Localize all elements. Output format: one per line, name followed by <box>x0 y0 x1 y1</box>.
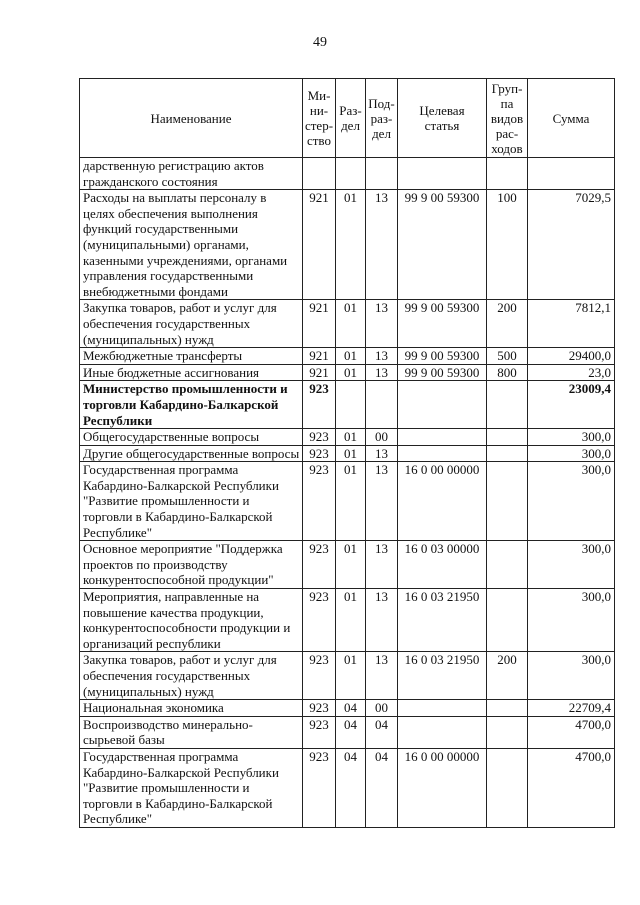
cell-name: Мероприятия, направленные на повышение качества продукции, конкурентоспособности продукции и организаций республики <box>80 589 303 652</box>
cell-group: 100 <box>487 190 528 300</box>
cell-target: 16 0 03 00000 <box>398 541 487 589</box>
table-row <box>80 445 615 462</box>
cell-sum: 300,0 <box>528 429 615 446</box>
cell-section: 01 <box>336 462 366 541</box>
cell-section: 04 <box>336 716 366 748</box>
cell-sum: 23009,4 <box>528 381 615 429</box>
header-subsection: Под- раз- дел <box>366 79 398 158</box>
cell-group <box>487 700 528 717</box>
cell-ministry: 923 <box>303 700 336 717</box>
cell-name: Закупка товаров, работ и услуг для обеспечения государственных (муниципальных) нужд <box>80 652 303 700</box>
cell-sum: 4700,0 <box>528 748 615 827</box>
cell-ministry: 923 <box>303 462 336 541</box>
cell-name: Основное мероприятие "Поддержка проектов по производству конкурентоспособной продукции" <box>80 541 303 589</box>
cell-subsection: 13 <box>366 462 398 541</box>
header-section: Раз- дел <box>336 79 366 158</box>
budget-table <box>79 78 615 828</box>
cell-group <box>487 589 528 652</box>
table-body <box>80 158 615 828</box>
cell-group <box>487 748 528 827</box>
cell-subsection: 13 <box>366 589 398 652</box>
cell-subsection: 04 <box>366 748 398 827</box>
cell-subsection: 13 <box>366 348 398 365</box>
cell-sum: 7029,5 <box>528 190 615 300</box>
table-row <box>80 158 615 190</box>
table-header-row <box>80 79 615 158</box>
table-row <box>80 748 615 827</box>
header-name: Наименование <box>80 79 303 158</box>
cell-section: 04 <box>336 700 366 717</box>
cell-group <box>487 381 528 429</box>
table-row <box>80 429 615 446</box>
cell-subsection <box>366 381 398 429</box>
cell-group: 500 <box>487 348 528 365</box>
cell-name: Иные бюджетные ассигнования <box>80 364 303 381</box>
cell-name: Воспроизводство минерально-сырьевой базы <box>80 716 303 748</box>
cell-name: Государственная программа Кабардино-Балкарской Республики "Развитие промышленности и торговли в Кабардино-Балкарской Республике" <box>80 462 303 541</box>
cell-sum: 22709,4 <box>528 700 615 717</box>
table-row <box>80 300 615 348</box>
table-row <box>80 190 615 300</box>
table-row <box>80 716 615 748</box>
cell-name: Национальная экономика <box>80 700 303 717</box>
cell-ministry: 923 <box>303 716 336 748</box>
cell-section: 01 <box>336 589 366 652</box>
cell-sum: 7812,1 <box>528 300 615 348</box>
cell-name: Государственная программа Кабардино-Балкарской Республики "Развитие промышленности и торговли в Кабардино-Балкарской Республике" <box>80 748 303 827</box>
cell-sum: 29400,0 <box>528 348 615 365</box>
cell-subsection: 13 <box>366 652 398 700</box>
page-number: 49 <box>313 35 327 50</box>
cell-group <box>487 462 528 541</box>
cell-group: 200 <box>487 652 528 700</box>
cell-target: 99 9 00 59300 <box>398 190 487 300</box>
cell-ministry: 923 <box>303 589 336 652</box>
cell-subsection: 00 <box>366 429 398 446</box>
cell-ministry: 923 <box>303 652 336 700</box>
header-ministry: Ми- ни- стер- ство <box>303 79 336 158</box>
header-sum: Сумма <box>528 79 615 158</box>
cell-group: 200 <box>487 300 528 348</box>
cell-target: 16 0 03 21950 <box>398 589 487 652</box>
cell-section: 01 <box>336 445 366 462</box>
cell-group <box>487 541 528 589</box>
cell-sum: 23,0 <box>528 364 615 381</box>
cell-sum: 300,0 <box>528 462 615 541</box>
cell-section: 01 <box>336 190 366 300</box>
cell-section <box>336 381 366 429</box>
cell-sum: 300,0 <box>528 652 615 700</box>
cell-ministry: 923 <box>303 429 336 446</box>
cell-ministry: 921 <box>303 300 336 348</box>
table-row <box>80 589 615 652</box>
cell-ministry <box>303 158 336 190</box>
cell-section: 04 <box>336 748 366 827</box>
cell-target: 99 9 00 59300 <box>398 364 487 381</box>
cell-section: 01 <box>336 300 366 348</box>
cell-section: 01 <box>336 541 366 589</box>
cell-target <box>398 381 487 429</box>
cell-subsection: 00 <box>366 700 398 717</box>
cell-section: 01 <box>336 348 366 365</box>
cell-target <box>398 429 487 446</box>
cell-group <box>487 716 528 748</box>
cell-target <box>398 716 487 748</box>
cell-target: 16 0 00 00000 <box>398 748 487 827</box>
cell-sum: 4700,0 <box>528 716 615 748</box>
cell-subsection: 13 <box>366 300 398 348</box>
header-target: Целевая статья <box>398 79 487 158</box>
cell-ministry: 923 <box>303 541 336 589</box>
cell-group <box>487 429 528 446</box>
cell-target: 99 9 00 59300 <box>398 348 487 365</box>
cell-group: 800 <box>487 364 528 381</box>
cell-name: Другие общегосударственные вопросы <box>80 445 303 462</box>
cell-target <box>398 158 487 190</box>
cell-name: дарственную регистрацию актов гражданского состояния <box>80 158 303 190</box>
cell-subsection <box>366 158 398 190</box>
cell-target: 99 9 00 59300 <box>398 300 487 348</box>
cell-ministry: 921 <box>303 348 336 365</box>
cell-ministry: 923 <box>303 748 336 827</box>
cell-subsection: 13 <box>366 445 398 462</box>
cell-name: Межбюджетные трансферты <box>80 348 303 365</box>
cell-name: Общегосударственные вопросы <box>80 429 303 446</box>
cell-name: Расходы на выплаты персоналу в целях обеспечения выполнения функций государственными (муниципальными) органами, казенными учреждениями, органами управления государственными внебюджетными фондами <box>80 190 303 300</box>
cell-ministry: 921 <box>303 190 336 300</box>
cell-sum <box>528 158 615 190</box>
table-row <box>80 541 615 589</box>
cell-sum: 300,0 <box>528 541 615 589</box>
table-row <box>80 700 615 717</box>
cell-name: Министерство промышленности и торговли Кабардино-Балкарской Республики <box>80 381 303 429</box>
table-row <box>80 652 615 700</box>
cell-subsection: 13 <box>366 364 398 381</box>
cell-section <box>336 158 366 190</box>
cell-subsection: 13 <box>366 190 398 300</box>
cell-group <box>487 158 528 190</box>
table-row <box>80 381 615 429</box>
cell-section: 01 <box>336 364 366 381</box>
cell-ministry: 923 <box>303 381 336 429</box>
cell-ministry: 923 <box>303 445 336 462</box>
cell-target <box>398 445 487 462</box>
header-group: Груп- па видов рас- ходов <box>487 79 528 158</box>
cell-subsection: 04 <box>366 716 398 748</box>
table-row <box>80 364 615 381</box>
table-row <box>80 462 615 541</box>
cell-sum: 300,0 <box>528 445 615 462</box>
cell-section: 01 <box>336 652 366 700</box>
cell-section: 01 <box>336 429 366 446</box>
cell-ministry: 921 <box>303 364 336 381</box>
cell-target <box>398 700 487 717</box>
cell-sum: 300,0 <box>528 589 615 652</box>
table-row <box>80 348 615 365</box>
cell-subsection: 13 <box>366 541 398 589</box>
cell-name: Закупка товаров, работ и услуг для обеспечения государственных (муниципальных) нужд <box>80 300 303 348</box>
cell-target: 16 0 03 21950 <box>398 652 487 700</box>
cell-group <box>487 445 528 462</box>
cell-target: 16 0 00 00000 <box>398 462 487 541</box>
